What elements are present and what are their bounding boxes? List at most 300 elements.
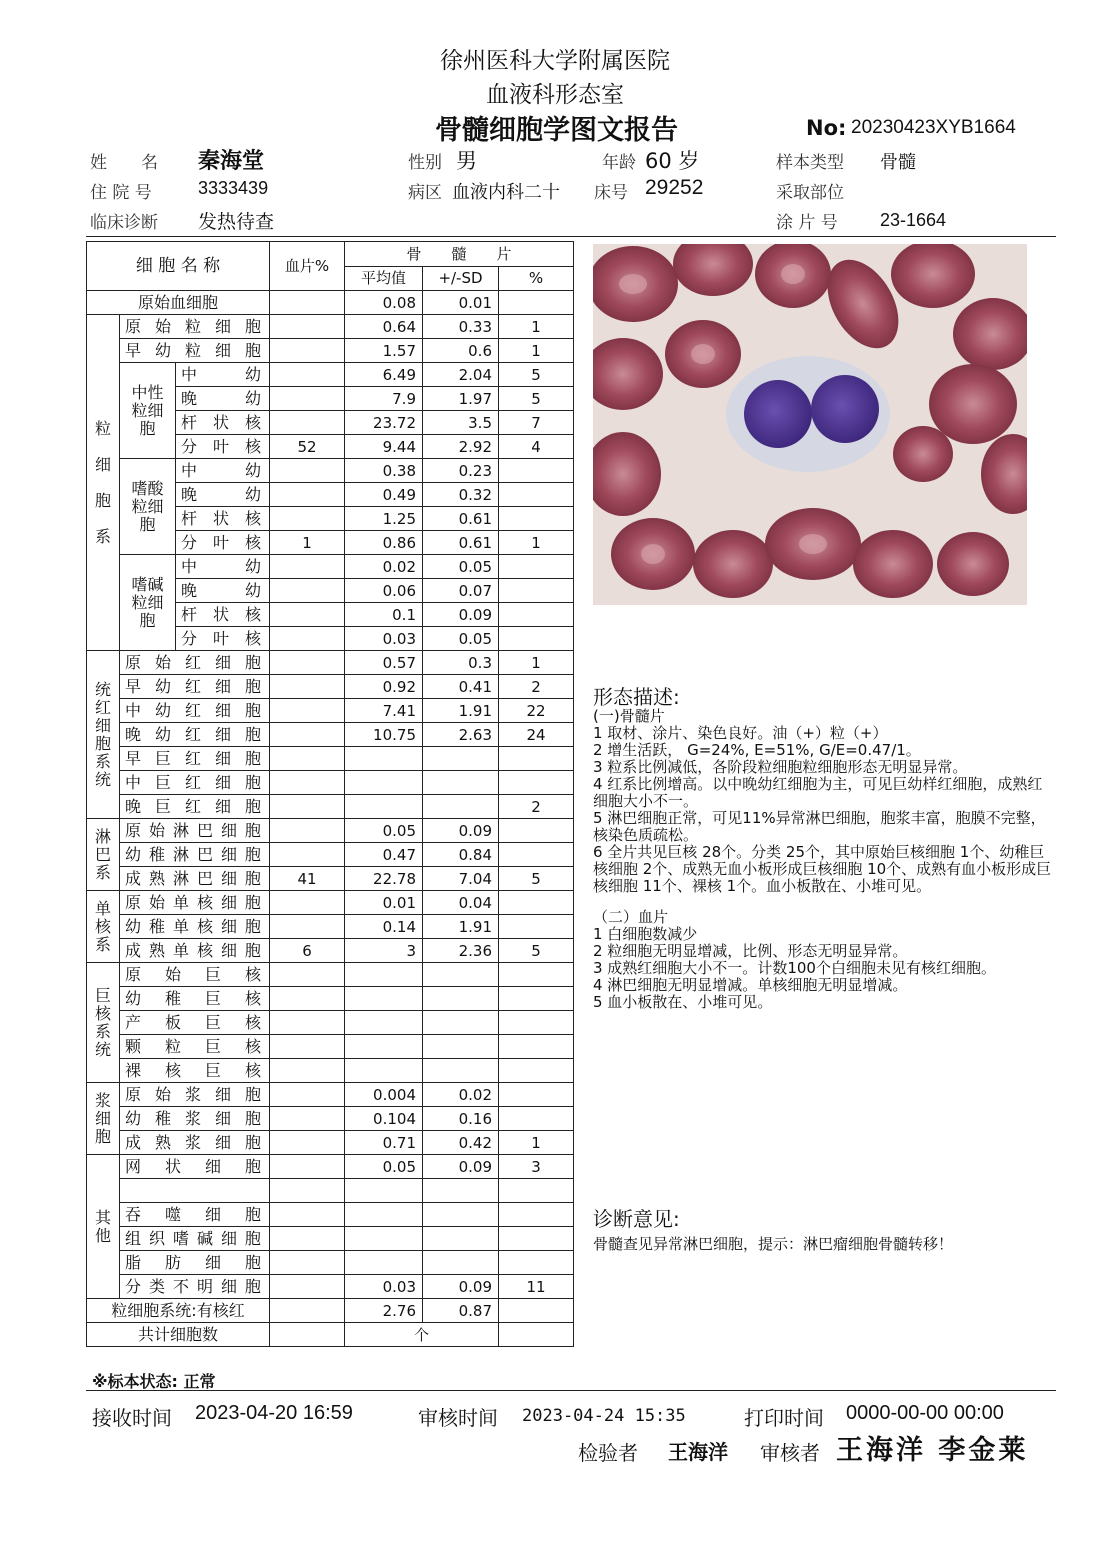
table-row [87, 1179, 574, 1203]
table-row [87, 891, 574, 915]
row-blood-pct [270, 723, 345, 747]
reviewer-signature: 王海洋 李金莱 [836, 1435, 1029, 1466]
bone-marrow-micrograph [593, 244, 1027, 605]
department-name: 血液科形态室 [486, 82, 624, 108]
row-mean: 2.76 [345, 1299, 423, 1323]
row-name: 原 始 粒 细 胞 [120, 315, 270, 339]
row-name: 组 织 嗜 碱 细 胞 [120, 1227, 270, 1251]
group-monocyte: 单 核 系 [87, 891, 120, 963]
smear-number: 23-1664 [880, 210, 947, 230]
row-name: 原 始 红 细 胞 [120, 651, 270, 675]
diagnosis-opinion [593, 1208, 1053, 1253]
row-pct [499, 1059, 574, 1083]
row-mean: 0.06 [345, 579, 423, 603]
marrow-finding: 5 淋巴细胞正常，可见11%异常淋巴细胞，胞浆丰富，胞膜不完整，核染色质疏松。 [593, 809, 1046, 844]
row-pct [499, 291, 574, 315]
patient-age: 60 岁 [645, 149, 700, 173]
marrow-finding: 3 粒系比例减低，各阶段粒细胞粒细胞形态无明显异常。 [593, 758, 968, 776]
row-blood-pct [270, 411, 345, 435]
examiner-label: 检验者 [578, 1441, 638, 1465]
header-mean: 平均值 [345, 266, 423, 291]
sample-type: 骨髓 [880, 152, 916, 173]
row-mean: 0.38 [345, 459, 423, 483]
table-row [87, 1251, 574, 1275]
row-sd [423, 747, 499, 771]
row-sd: 0.41 [423, 675, 499, 699]
row-mean: 0.03 [345, 627, 423, 651]
row-mean [345, 795, 423, 819]
row-mean: 7.9 [345, 387, 423, 411]
row-sd [423, 987, 499, 1011]
header-divider [86, 236, 1056, 237]
table-row [87, 843, 574, 867]
row-name: 幼 稚 巨 核 [120, 987, 270, 1011]
table-row [87, 915, 574, 939]
row-sd: 0.33 [423, 315, 499, 339]
subgroup-neutrophil: 中性 粒细 胞 [120, 363, 176, 459]
row-name: 晚 幼 [176, 579, 270, 603]
row-blood-pct [270, 1107, 345, 1131]
row-mean [345, 1035, 423, 1059]
row-mean: 22.78 [345, 867, 423, 891]
row-name: 成 熟 单 核 细 胞 [120, 939, 270, 963]
row-sd: 0.07 [423, 579, 499, 603]
table-row [87, 1011, 574, 1035]
row-blood-pct [270, 1299, 345, 1323]
row-blood-pct [270, 747, 345, 771]
row-mean [345, 1179, 423, 1203]
row-blood-pct [270, 819, 345, 843]
table-row [87, 963, 574, 987]
row-pct [499, 1035, 574, 1059]
smear-label: 涂 片 号 [776, 213, 838, 233]
row-name: 中 幼 [176, 555, 270, 579]
row-blood-pct: 41 [270, 867, 345, 891]
table-row [87, 459, 574, 483]
row-pct: 3 [499, 1155, 574, 1179]
row-blood-pct [270, 1035, 345, 1059]
row-pct: 2 [499, 795, 574, 819]
row-blood-pct [270, 483, 345, 507]
row-mean: 7.41 [345, 699, 423, 723]
inpatient-label: 住 院 号 [90, 183, 152, 203]
row-pct [499, 603, 574, 627]
row-mean: 0.92 [345, 675, 423, 699]
specimen-status: ※标本状态: 正常 [92, 1372, 216, 1391]
row-sd: 1.97 [423, 387, 499, 411]
row-blood-pct [270, 603, 345, 627]
row-sd: 0.09 [423, 1155, 499, 1179]
row-sd: 0.32 [423, 483, 499, 507]
row-blood-pct [270, 1251, 345, 1275]
blood-finding: 2 粒细胞无明显增减，比例、形态无明显异常。 [593, 942, 908, 960]
table-row [87, 1083, 574, 1107]
row-name: 杆 状 核 [176, 507, 270, 531]
row-blood-pct [270, 1155, 345, 1179]
row-name: 脂 肪 细 胞 [120, 1251, 270, 1275]
table-row [87, 987, 574, 1011]
row-name: 中 幼 红 细 胞 [120, 699, 270, 723]
row-name: 粒细胞系统:有核红 [87, 1299, 270, 1323]
bed-label: 床号 [594, 183, 628, 203]
row-mean: 0.01 [345, 891, 423, 915]
table-row [87, 1203, 574, 1227]
row-pct [499, 1011, 574, 1035]
row-mean [345, 1011, 423, 1035]
row-mean: 0.08 [345, 291, 423, 315]
row-blood-pct: 52 [270, 435, 345, 459]
row-mean: 0.004 [345, 1083, 423, 1107]
row-total-unit: 个 [345, 1323, 499, 1347]
table-row [87, 747, 574, 771]
row-pct: 5 [499, 363, 574, 387]
table-row [87, 1035, 574, 1059]
row-blood-pct [270, 915, 345, 939]
row-name: 网 状 细 胞 [120, 1155, 270, 1179]
table-row [87, 795, 574, 819]
row-blood-pct [270, 1275, 345, 1299]
row-sd: 0.61 [423, 507, 499, 531]
subgroup-basophil: 嗜碱 粒细 胞 [120, 555, 176, 651]
row-name: 幼 稚 单 核 细 胞 [120, 915, 270, 939]
row-name: 晚 巨 红 细 胞 [120, 795, 270, 819]
row-mean: 0.57 [345, 651, 423, 675]
row-name: 中 幼 [176, 363, 270, 387]
row-sd: 1.91 [423, 915, 499, 939]
marrow-finding: 2 增生活跃， G=24%, E=51%, G/E=0.47/1。 [593, 741, 921, 759]
row-sd: 0.05 [423, 627, 499, 651]
table-row [87, 651, 574, 675]
row-blood-pct [270, 555, 345, 579]
row-mean: 0.64 [345, 315, 423, 339]
row-blood-pct [270, 1059, 345, 1083]
row-name: 分 叶 核 [176, 435, 270, 459]
row-name: 原 始 单 核 细 胞 [120, 891, 270, 915]
row-name: 分 叶 核 [176, 627, 270, 651]
table-row [87, 363, 574, 387]
ward: 血液内科二十 [452, 182, 560, 203]
row-blood-pct [270, 891, 345, 915]
row-pct [499, 459, 574, 483]
opinion-title: 诊断意见: [593, 1207, 680, 1231]
row-mean [345, 771, 423, 795]
table-row [87, 723, 574, 747]
inpatient-number: 3333439 [198, 178, 269, 198]
marrow-finding: 4 红系比例增高。以中晚幼红细胞为主，可见巨幼样红细胞，成熟红细胞大小不一。 [593, 775, 1043, 810]
clinical-diagnosis: 发热待查 [198, 211, 275, 233]
report-number-label: No: [806, 116, 847, 140]
row-sd: 2.92 [423, 435, 499, 459]
group-erythroid: 统 红 细 胞 系 统 [87, 651, 120, 819]
row-name: 早 巨 红 细 胞 [120, 747, 270, 771]
table-row [87, 1227, 574, 1251]
row-blood-pct [270, 1131, 345, 1155]
table-row [87, 1131, 574, 1155]
row-blood-pct: 6 [270, 939, 345, 963]
row-pct [499, 507, 574, 531]
row-mean: 0.71 [345, 1131, 423, 1155]
table-row [87, 1155, 574, 1179]
row-mean [345, 1227, 423, 1251]
header-sd: +/-SD [423, 266, 499, 291]
row-blood-pct: 1 [270, 531, 345, 555]
row-pct [499, 1179, 574, 1203]
row-sd: 0.05 [423, 555, 499, 579]
row-mean [345, 747, 423, 771]
row-blood-pct [270, 579, 345, 603]
report-title: 骨髓细胞学图文报告 [435, 115, 678, 146]
row-pct: 5 [499, 387, 574, 411]
diagnosis-label: 临床诊断 [90, 213, 158, 233]
row-pct [499, 987, 574, 1011]
receive-time: 2023-04-20 16:59 [195, 1402, 353, 1424]
row-sd [423, 1011, 499, 1035]
row-name: 杆 状 核 [176, 603, 270, 627]
row-pct [499, 1107, 574, 1131]
row-blood-pct [270, 627, 345, 651]
row-pct: 7 [499, 411, 574, 435]
row-name: 裸 核 巨 核 [120, 1059, 270, 1083]
print-time: 0000-00-00 00:00 [846, 1402, 1004, 1424]
row-pct [499, 1299, 574, 1323]
blood-finding: 5 血小板散在、小堆可见。 [593, 993, 773, 1011]
row-mean: 0.03 [345, 1275, 423, 1299]
table-row [87, 939, 574, 963]
sample-type-label: 样本类型 [776, 153, 844, 173]
row-pct [499, 1203, 574, 1227]
row-blood-pct [270, 1179, 345, 1203]
row-sd: 0.01 [423, 291, 499, 315]
row-blood-pct [270, 1011, 345, 1035]
row-name: 晚 幼 红 细 胞 [120, 723, 270, 747]
row-sd: 0.6 [423, 339, 499, 363]
row-name [120, 1179, 270, 1203]
row-mean: 0.05 [345, 1155, 423, 1179]
row-pct: 24 [499, 723, 574, 747]
bed-number: 29252 [645, 176, 704, 199]
row-name: 成 熟 浆 细 胞 [120, 1131, 270, 1155]
row-name: 分 类 不 明 细 胞 [120, 1275, 270, 1299]
row-pct: 5 [499, 939, 574, 963]
row-pct: 1 [499, 315, 574, 339]
table-row [87, 315, 574, 339]
row-blood-pct [270, 1083, 345, 1107]
name-label: 姓 名 [90, 153, 158, 173]
row-name: 幼 稚 浆 细 胞 [120, 1107, 270, 1131]
table-row [87, 699, 574, 723]
header-marrow: 骨 髓 片 [345, 242, 574, 267]
row-pct: 1 [499, 339, 574, 363]
table-row [87, 555, 574, 579]
row-sd: 3.5 [423, 411, 499, 435]
group-lymphoid: 淋 巴 系 [87, 819, 120, 891]
row-pct [499, 843, 574, 867]
row-sd [423, 1035, 499, 1059]
row-name: 早 幼 粒 细 胞 [120, 339, 270, 363]
row-pct: 5 [499, 867, 574, 891]
group-granulocyte: 粒 细 胞 系 [87, 315, 120, 651]
row-mean: 0.02 [345, 555, 423, 579]
row-blood-pct [270, 387, 345, 411]
row-pct [499, 963, 574, 987]
row-blood-pct [270, 963, 345, 987]
row-sd [423, 1059, 499, 1083]
row-pct: 4 [499, 435, 574, 459]
row-sd [423, 963, 499, 987]
row-sd [423, 1227, 499, 1251]
row-mean: 0.47 [345, 843, 423, 867]
row-pct: 2 [499, 675, 574, 699]
patient-sex: 男 [456, 149, 477, 173]
row-sd [423, 1251, 499, 1275]
row-sd [423, 1179, 499, 1203]
row-mean: 9.44 [345, 435, 423, 459]
row-blood-pct [270, 339, 345, 363]
row-name: 中 巨 红 细 胞 [120, 771, 270, 795]
patient-name: 秦海堂 [198, 149, 265, 174]
row-sd: 0.84 [423, 843, 499, 867]
row-name: 中 幼 [176, 459, 270, 483]
row-blood-pct [270, 315, 345, 339]
header-cell-name: 细 胞 名 称 [87, 242, 270, 291]
row-sd: 1.91 [423, 699, 499, 723]
row-mean: 6.49 [345, 363, 423, 387]
row-pct [499, 627, 574, 651]
table-row [87, 675, 574, 699]
morphology-description [593, 686, 1053, 1011]
footer-divider [86, 1390, 1056, 1391]
row-name: 原 始 巨 核 [120, 963, 270, 987]
row-pct [499, 771, 574, 795]
row-sd: 2.63 [423, 723, 499, 747]
row-mean: 1.25 [345, 507, 423, 531]
row-sd: 0.61 [423, 531, 499, 555]
marrow-finding: 1 取材、涂片、染色良好。油（+）粒（+） [593, 724, 888, 742]
review-label: 审核时间 [418, 1406, 498, 1430]
row-blood-pct [270, 771, 345, 795]
row-sd: 2.04 [423, 363, 499, 387]
row-pct [499, 1323, 574, 1347]
row-mean: 3 [345, 939, 423, 963]
ward-label: 病区 [408, 183, 442, 203]
row-name: 原 始 淋 巴 细 胞 [120, 819, 270, 843]
row-blood-pct [270, 987, 345, 1011]
row-sd: 0.04 [423, 891, 499, 915]
table-row [87, 339, 574, 363]
blood-finding: 3 成熟红细胞大小不一。计数100个白细胞未见有核红细胞。 [593, 959, 996, 977]
row-name: 杆 状 核 [176, 411, 270, 435]
row-pct [499, 747, 574, 771]
row-name: 吞 噬 细 胞 [120, 1203, 270, 1227]
row-blood-pct [270, 699, 345, 723]
row-mean [345, 1251, 423, 1275]
row-name: 早 幼 红 细 胞 [120, 675, 270, 699]
description-title: 形态描述: [593, 685, 680, 709]
reviewer-label: 审核者 [760, 1441, 820, 1465]
row-mean: 0.86 [345, 531, 423, 555]
row-sd: 0.16 [423, 1107, 499, 1131]
row-pct [499, 915, 574, 939]
row-mean: 0.104 [345, 1107, 423, 1131]
row-blood-pct [270, 291, 345, 315]
group-plasma: 浆 细 胞 [87, 1083, 120, 1155]
row-mean [345, 1059, 423, 1083]
table-row [87, 867, 574, 891]
table-row [87, 1323, 574, 1347]
row-mean: 10.75 [345, 723, 423, 747]
receive-label: 接收时间 [92, 1406, 172, 1430]
row-sd: 0.3 [423, 651, 499, 675]
row-pct [499, 1083, 574, 1107]
row-mean [345, 987, 423, 1011]
group-other: 其 他 [87, 1155, 120, 1299]
row-mean [345, 1203, 423, 1227]
group-megakaryocyte: 巨 核 系 统 [87, 963, 120, 1083]
row-sd: 0.09 [423, 819, 499, 843]
row-name: 原始血细胞 [87, 291, 270, 315]
print-label: 打印时间 [744, 1406, 824, 1430]
row-mean: 1.57 [345, 339, 423, 363]
row-name: 分 叶 核 [176, 531, 270, 555]
blood-finding: 4 淋巴细胞无明显增减。单核细胞无明显增减。 [593, 976, 908, 994]
row-sd: 0.42 [423, 1131, 499, 1155]
row-blood-pct [270, 1323, 345, 1347]
hospital-name: 徐州医科大学附属医院 [440, 48, 670, 74]
blood-finding: 1 白细胞数减少 [593, 925, 698, 943]
review-time: 2023-04-24 15:35 [522, 1406, 686, 1426]
sex-label: 性别 [408, 153, 442, 173]
row-mean: 0.05 [345, 819, 423, 843]
row-pct [499, 1227, 574, 1251]
row-pct [499, 579, 574, 603]
row-mean: 0.1 [345, 603, 423, 627]
row-sd [423, 795, 499, 819]
row-pct [499, 483, 574, 507]
row-blood-pct [270, 1203, 345, 1227]
header-pct: % [499, 266, 574, 291]
table-row [87, 1059, 574, 1083]
table-row [87, 1299, 574, 1323]
row-name: 成 熟 淋 巴 细 胞 [120, 867, 270, 891]
row-pct: 1 [499, 651, 574, 675]
row-name: 晚 幼 [176, 483, 270, 507]
row-sd: 0.02 [423, 1083, 499, 1107]
row-name: 幼 稚 淋 巴 细 胞 [120, 843, 270, 867]
row-sd: 2.36 [423, 939, 499, 963]
subgroup-eosinophil: 嗜酸 粒细 胞 [120, 459, 176, 555]
site-label: 采取部位 [776, 183, 844, 203]
row-pct: 1 [499, 531, 574, 555]
marrow-finding: 6 全片共见巨核 28个。分类 25个，其中原始巨核细胞 1个、幼稚巨核细胞 2个、成熟无血小板形成巨核细胞 10个、成熟有血小板形成巨核细胞 11个、裸核 1个。血小板散在、小堆可见。 [593, 843, 1052, 895]
row-name: 原 始 浆 细 胞 [120, 1083, 270, 1107]
row-name: 颗 粒 巨 核 [120, 1035, 270, 1059]
age-label: 年龄 [602, 153, 636, 173]
row-sd: 0.87 [423, 1299, 499, 1323]
row-pct [499, 819, 574, 843]
table-row [87, 1275, 574, 1299]
row-sd: 7.04 [423, 867, 499, 891]
table-row [87, 1107, 574, 1131]
report-number: 20230423XYB1664 [851, 117, 1016, 138]
row-blood-pct [270, 507, 345, 531]
row-blood-pct [270, 459, 345, 483]
marrow-section-title: (一)骨髓片 [593, 707, 665, 725]
row-blood-pct [270, 795, 345, 819]
row-mean: 0.14 [345, 915, 423, 939]
row-sd: 0.23 [423, 459, 499, 483]
opinion-text: 骨髓查见异常淋巴细胞，提示：淋巴瘤细胞骨髓转移！ [593, 1235, 954, 1253]
row-blood-pct [270, 675, 345, 699]
